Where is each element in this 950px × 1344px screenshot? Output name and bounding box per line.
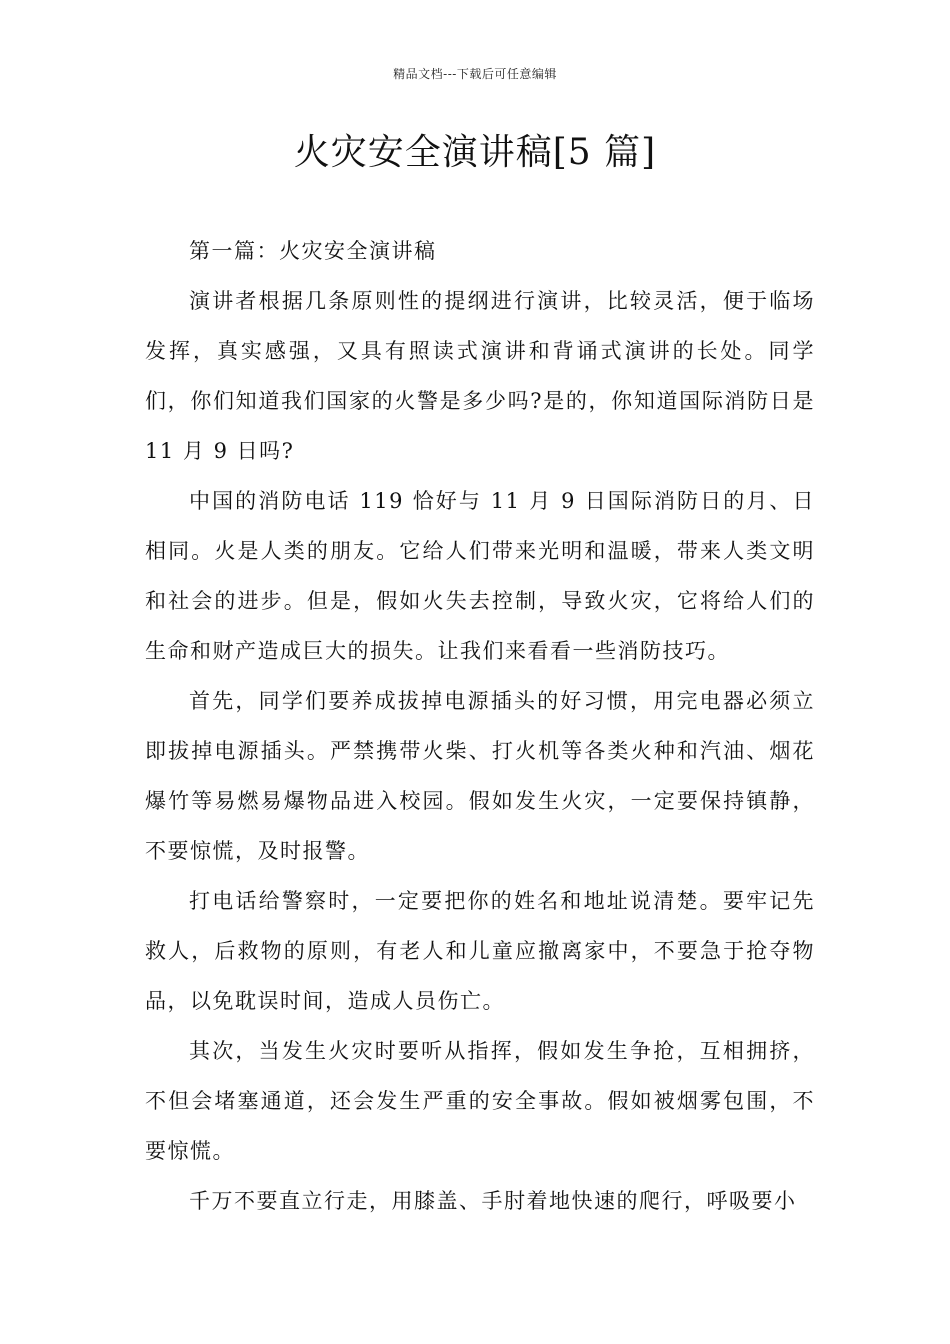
paragraph: 打电话给警察时，一定要把你的姓名和地址说清楚。要牢记先救人，后救物的原则，有老人和儿童应撤离家中，不要急于抢夺物品，以免耽误时间，造成人员伤亡。: [145, 889, 815, 1013]
document-title: 火灾安全演讲稿[5 篇]: [293, 132, 657, 173]
document-body: [145, 226, 815, 1226]
paragraph: 千万不要直立行走，用膝盖、手肘着地快速的爬行，呼吸要小: [189, 1189, 797, 1213]
paragraph: 首先，同学们要养成拔掉电源插头的好习惯，用完电器必须立即拔掉电源插头。严禁携带火柴、打火机等各类火种和汽油、烟花爆竹等易燃易爆物品进入校园。假如发生火灾，一定要保持镇静，不要惊慌，及时报警。: [145, 689, 815, 863]
paragraph: 中国的消防电话 119 恰好与 11 月 9 日国际消防日的月、日相同。火是人类的朋友。它给人们带来光明和温暖，带来人类文明和社会的进步。但是，假如火失去控制，导致火灾，它将给人们的生命和财产造成巨大的损失。让我们来看看一些消防技巧。: [145, 489, 815, 663]
paragraph: 演讲者根据几条原则性的提纲进行演讲，比较灵活，便于临场发挥，真实感强，又具有照读式演讲和背诵式演讲的长处。同学们，你们知道我们国家的火警是多少吗?是的，你知道国际消防日是 11 月 9 日吗?: [145, 289, 815, 463]
section-heading: 第一篇：火灾安全演讲稿: [189, 239, 437, 263]
header-note: 精品文档---下载后可任意编辑: [393, 67, 557, 81]
paragraph: 其次，当发生火灾时要听从指挥，假如发生争抢，互相拥挤，不但会堵塞通道，还会发生严重的安全事故。假如被烟雾包围，不要惊慌。: [145, 1039, 815, 1163]
